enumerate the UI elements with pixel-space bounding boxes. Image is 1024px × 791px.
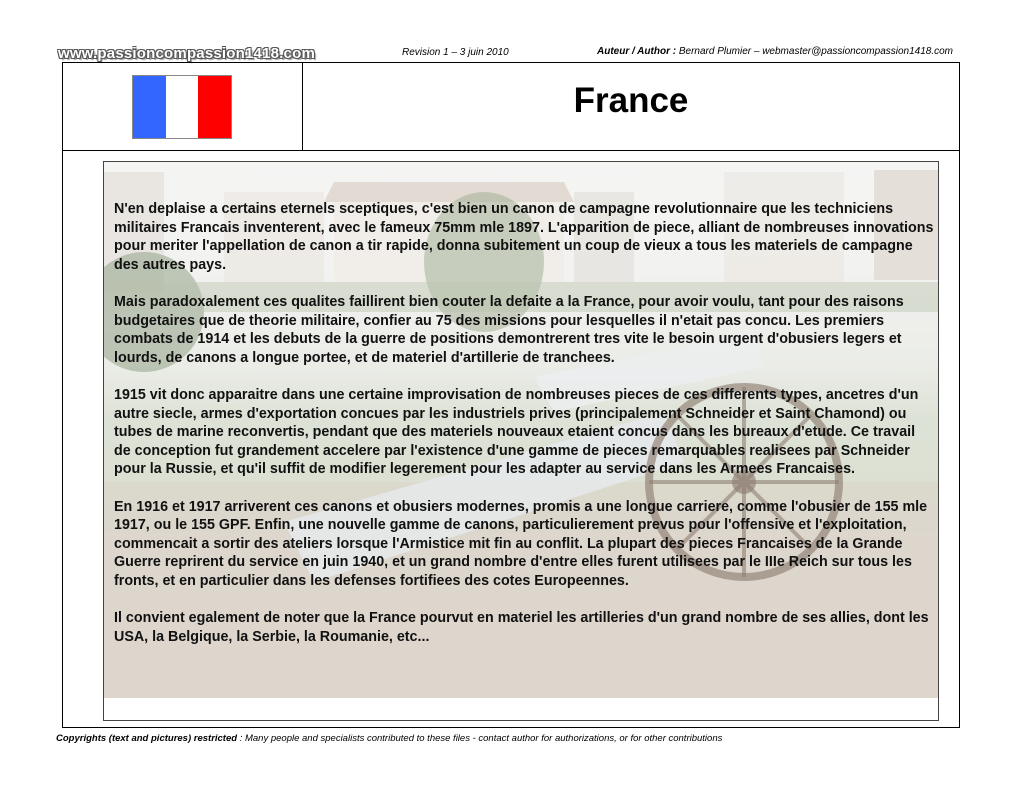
header-row [63,63,959,151]
paragraph: 1915 vit donc apparaitre dans une certaine improvisation de nombreuses pieces de ces differents types, ancetres d'un autre siecle, armes d'exportation concues par les industriels prives (principalement Schneider et Saint Chamond) ou tubes de marine reconvertis, pendant que des materiels nouveaux etaient concus dans les bureaux d'etude. Ce travail de conception fut grandement accelere par l'existence d'une gamme de pieces remarquables realisees par Schneider pour la Russie, et qu'il suffit de modifier legerement pour les adapter au service dans les Armees Francaises. [114,386,919,478]
page-title: France [573,81,689,120]
page-frame [62,62,960,728]
flag-stripe-white [166,76,199,138]
background-photo [104,162,938,698]
revision-note: Revision 1 – 3 juin 2010 [402,47,509,58]
author-label: Auteur / Author : [597,46,677,57]
france-flag-icon [132,75,232,139]
author-value: Bernard Plumier – webmaster@passioncompassion1418.com [678,46,954,57]
flag-stripe-red [198,76,231,138]
article-text [114,200,934,665]
copyright-rest: : Many people and specialists contributed to these files - contact author for authorizations, or for other contributions [237,733,723,744]
paragraph: N'en deplaise a certains eternels sceptiques, c'est bien un canon de campagne revolutionnaire que les techniciens militaires Francais inventerent, avec le fameux 75mm mle 1897. L'apparition de piece, alliant de nombreuses innovations pour meriter l'appellation de canon a tir rapide, donna subitement un coup de vieux a tous les materiels de campagne des autres pays. [114,201,934,273]
copyright-bold: Copyrights (text and pictures) restricted [56,733,238,744]
photo-box [103,161,939,721]
paragraph: Il convient egalement de noter que la France pourvut en materiel les artilleries d'un grand nombre de ses allies, dont les USA, la Belgique, la Serbie, la Roumanie, etc... [114,610,929,645]
paragraph: En 1916 et 1917 arriverent ces canons et obusiers modernes, promis a une longue carriere, comme l'obusier de 155 mle 1917, ou le 155 GPF. Enfin, une nouvelle gamme de canons, particulierement prevus pour l'offensive et l'exploitation, commencait a sortir des ateliers lorsque l'Armistice mit fin au conflit. La plupart des pieces Francaises de la Grande Guerre reprirent du service en juin 1940, et un grand nombre d'entre elles furent utilisees par le IIIe Reich sur tous les fronts, et en particulier dans les defenses fortifiees des cotes Europeennes. [114,498,928,589]
author-line [597,46,953,57]
flag-cell [63,63,303,150]
copyright-footer [56,733,722,744]
site-logo[interactable]: www.passioncompassion1418.com [58,45,315,62]
flag-stripe-blue [133,76,166,138]
paragraph: Mais paradoxalement ces qualites faillirent bien couter la defaite a la France, pour avoir voulu, tant pour des raisons budgetaires que de theorie militaire, confier au 75 des missions pour lesquelles il n'etait pas concu. Les premiers combats de 1914 et les debuts de la guerre de positions demontrerent tres vite le besoin urgent d'obusiers legers et lourds, de canons a longue portee, et de materiel d'artillerie de tranchees. [114,293,904,366]
